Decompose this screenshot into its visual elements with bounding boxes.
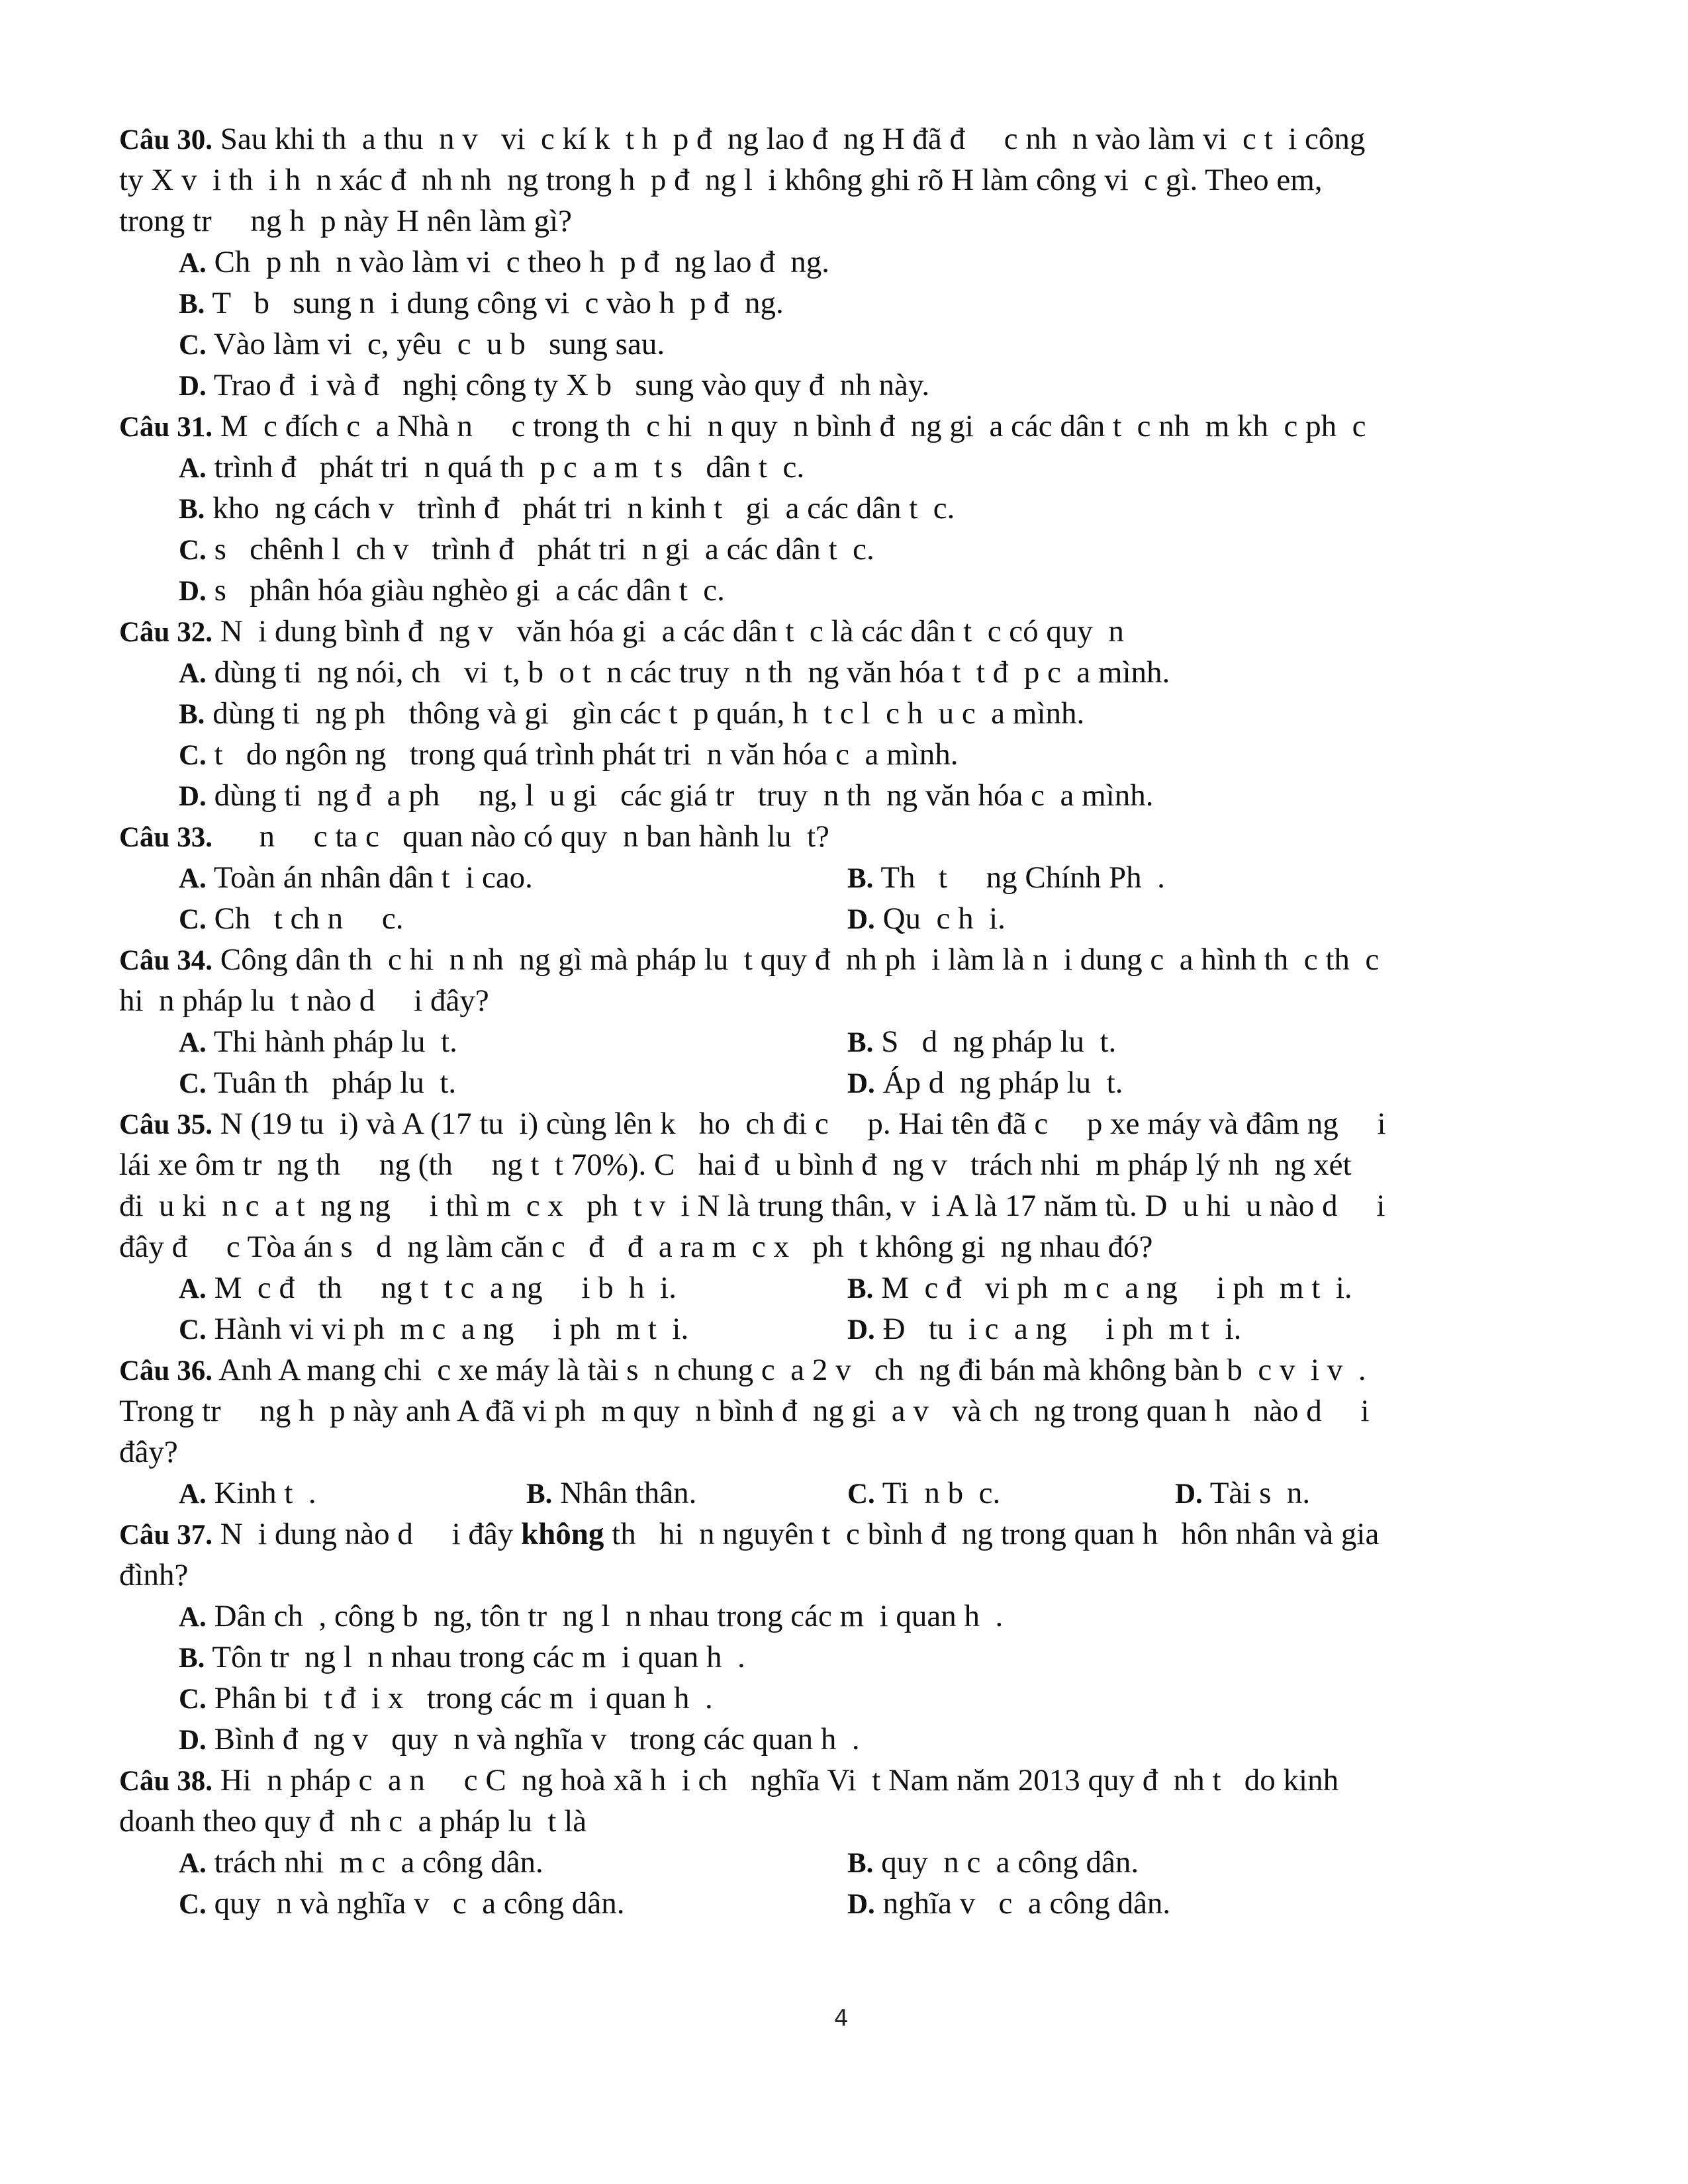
option-text: Tuân th pháp lu t. bbox=[213, 1066, 457, 1100]
option-letter: C. bbox=[179, 740, 207, 771]
option-text: Nhân thân. bbox=[560, 1476, 697, 1510]
question-34-option-b bbox=[847, 1022, 1116, 1063]
question-30-stem-line-1 bbox=[119, 119, 1365, 160]
option-text: Tài s n. bbox=[1209, 1476, 1311, 1510]
question-32-option-c bbox=[179, 735, 958, 776]
question-35-option-b bbox=[847, 1268, 1352, 1309]
option-text: Thi hành pháp lu t. bbox=[213, 1024, 457, 1059]
option-text: Hành vi vi ph m c a ng i ph m t i. bbox=[214, 1312, 689, 1346]
stem-emphasis: không bbox=[521, 1517, 604, 1551]
question-32-option-d bbox=[179, 776, 1153, 817]
question-31-stem-line-1 bbox=[119, 406, 1366, 447]
question-35-option-a bbox=[179, 1268, 677, 1309]
option-text: T b sung n i dung công vi c vào h p đ ng. bbox=[212, 286, 784, 320]
option-text: Kinh t . bbox=[214, 1476, 316, 1510]
option-letter: C. bbox=[179, 535, 207, 566]
question-36-option-b bbox=[526, 1473, 696, 1514]
question-37-stem-line-1 bbox=[119, 1514, 1379, 1555]
option-text: Th t ng Chính Ph . bbox=[880, 860, 1165, 895]
option-text: nghĩa v c a công dân. bbox=[882, 1886, 1171, 1921]
question-37-option-a bbox=[179, 1596, 1003, 1637]
option-letter: D. bbox=[847, 1068, 875, 1099]
question-31-option-b bbox=[179, 488, 955, 529]
question-34-stem-line-2: hi n pháp lu t nào d i đây? bbox=[119, 983, 489, 1018]
question-33-option-c bbox=[179, 899, 403, 940]
question-number: Câu 35. bbox=[119, 1109, 212, 1140]
question-37-stem-line-2: đình? bbox=[119, 1558, 189, 1592]
question-number: Câu 32. bbox=[119, 617, 212, 648]
option-letter: D. bbox=[847, 1889, 875, 1920]
option-letter: A. bbox=[179, 658, 207, 689]
option-text: quy n và nghĩa v c a công dân. bbox=[214, 1886, 625, 1921]
question-30-stem-line-2: ty X v i th i h n xác đ nh nh ng trong h p đ ng l i không ghi rõ H làm công vi c gì. Theo em, bbox=[119, 163, 1323, 197]
option-text: dùng ti ng đ a ph ng, l u gi các giá tr truy n th ng văn hóa c a mình. bbox=[214, 778, 1154, 813]
option-text: Toàn án nhân dân t i cao. bbox=[213, 860, 533, 895]
option-letter: C. bbox=[179, 1314, 207, 1345]
question-32-option-b bbox=[179, 694, 1084, 735]
question-32-option-a bbox=[179, 653, 1170, 694]
question-37-option-c bbox=[179, 1678, 713, 1719]
option-text: Vào làm vi c, yêu c u b sung sau. bbox=[213, 327, 665, 361]
option-letter: C. bbox=[179, 1068, 207, 1099]
option-text: Bình đ ng v quy n và nghĩa v trong các quan h . bbox=[214, 1722, 860, 1756]
question-34-option-c bbox=[179, 1063, 456, 1104]
question-35-stem-line-3: đi u ki n c a t ng ng i thì m c x ph t v i N là trung thân, v i A là 17 năm tù. D u hi u nào d i bbox=[119, 1189, 1385, 1223]
question-36-option-a bbox=[179, 1473, 316, 1514]
option-letter: D. bbox=[179, 371, 207, 402]
option-letter: C. bbox=[179, 1684, 207, 1715]
question-30-option-d bbox=[179, 365, 929, 406]
question-34-option-d bbox=[847, 1063, 1123, 1104]
option-letter: C. bbox=[847, 1479, 875, 1510]
question-30-option-c bbox=[179, 324, 665, 365]
question-36-option-c bbox=[847, 1473, 1000, 1514]
option-letter: C. bbox=[179, 330, 207, 361]
question-33-option-d bbox=[847, 899, 1006, 940]
question-35-stem-line-4: đây đ c Tòa án s d ng làm căn c đ đ a ra m c x ph t không gi ng nhau đó? bbox=[119, 1230, 1153, 1264]
option-letter: B. bbox=[179, 1643, 205, 1674]
question-36-stem-line-3: đây? bbox=[119, 1435, 178, 1469]
option-text: Tôn tr ng l n nhau trong các m i quan h . bbox=[212, 1640, 745, 1674]
option-text: t do ngôn ng trong quá trình phát tri n văn hóa c a mình. bbox=[214, 737, 959, 772]
option-letter: B. bbox=[179, 494, 205, 525]
option-text: Phân bi t đ i x trong các m i quan h . bbox=[214, 1681, 713, 1715]
question-33-option-b bbox=[847, 858, 1165, 899]
question-38-stem-line-2: doanh theo quy đ nh c a pháp lu t là bbox=[119, 1804, 587, 1839]
option-text: Trao đ i và đ nghị công ty X b sung vào quy đ nh này. bbox=[213, 368, 930, 402]
question-35-option-d bbox=[847, 1309, 1241, 1350]
question-31-option-d bbox=[179, 570, 725, 612]
question-number: Câu 30. bbox=[119, 124, 212, 156]
stem-text: n c ta c quan nào có quy n ban hành lu t? bbox=[220, 819, 829, 854]
option-text: Dân ch , công b ng, tôn tr ng l n nhau trong các m i quan h . bbox=[214, 1599, 1004, 1633]
option-letter: D. bbox=[179, 576, 207, 607]
option-text: Ch t ch n c. bbox=[214, 901, 404, 936]
option-letter: B. bbox=[847, 1027, 874, 1058]
option-text: Đ tu i c a ng i ph m t i. bbox=[882, 1312, 1242, 1346]
option-text: Áp d ng pháp lu t. bbox=[882, 1066, 1123, 1100]
option-letter: B. bbox=[847, 1848, 874, 1879]
option-text: trình đ phát tri n quá th p c a m t s dân t c. bbox=[214, 450, 805, 484]
question-number: Câu 33. bbox=[119, 822, 212, 853]
option-letter: D. bbox=[179, 781, 207, 812]
stem-text: N i dung nào d i đây bbox=[220, 1517, 521, 1551]
option-text: kho ng cách v trình đ phát tri n kinh t gi a các dân t c. bbox=[212, 491, 955, 525]
option-text: dùng ti ng nói, ch vi t, b o t n các truy n th ng văn hóa t t đ p c a mình. bbox=[214, 655, 1170, 690]
option-letter: B. bbox=[179, 289, 205, 320]
stem-text: N i dung bình đ ng v văn hóa gi a các dân t c là các dân t c có quy n bbox=[220, 614, 1124, 649]
option-letter: A. bbox=[179, 1273, 207, 1304]
option-letter: D. bbox=[847, 1314, 875, 1345]
option-letter: D. bbox=[1175, 1479, 1203, 1510]
stem-text: N (19 tu i) và A (17 tu i) cùng lên k ho ch đi c p. Hai tên đã c p xe máy và đâm ng i bbox=[220, 1107, 1386, 1141]
option-text: M c đ vi ph m c a ng i ph m t i. bbox=[881, 1271, 1352, 1305]
question-37-option-b bbox=[179, 1637, 745, 1678]
option-text: Ti n b c. bbox=[882, 1476, 1001, 1510]
question-36-stem-line-2: Trong tr ng h p này anh A đã vi ph m quy n bình đ ng gi a v và ch ng trong quan h nào d i bbox=[119, 1394, 1370, 1428]
option-text: s chênh l ch v trình đ phát tri n gi a các dân t c. bbox=[214, 532, 874, 567]
question-number: Câu 36. bbox=[119, 1355, 212, 1387]
option-text: s phân hóa giàu nghèo gi a các dân t c. bbox=[214, 573, 725, 608]
question-35-stem-line-2: lái xe ôm tr ng th ng (th ng t t 70%). C hai đ u bình đ ng v trách nhi m pháp lý nh ng xét bbox=[119, 1148, 1352, 1182]
option-letter: B. bbox=[179, 699, 205, 730]
option-text: dùng ti ng ph thông và gi gìn các t p quán, h t c l c h u c a mình. bbox=[212, 696, 1085, 731]
question-37-option-d bbox=[179, 1719, 860, 1760]
option-text: Qu c h i. bbox=[882, 901, 1006, 936]
option-text: quy n c a công dân. bbox=[881, 1845, 1139, 1880]
option-letter: A. bbox=[179, 863, 207, 894]
stem-text: Sau khi th a thu n v vi c kí k t h p đ ng lao đ ng H đã đ c nh n vào làm vi c t i công bbox=[220, 122, 1366, 156]
stem-text: M c đích c a Nhà n c trong th c hi n quy n bình đ ng gi a các dân t c nh m kh c ph c bbox=[220, 409, 1366, 443]
question-35-option-c bbox=[179, 1309, 688, 1350]
question-38-option-d bbox=[847, 1884, 1170, 1925]
question-33-option-a bbox=[179, 858, 533, 899]
option-text: Ch p nh n vào làm vi c theo h p đ ng lao đ ng. bbox=[214, 245, 830, 279]
stem-text: Hi n pháp c a n c C ng hoà xã h i ch nghĩa Vi t Nam năm 2013 quy đ nh t do kinh bbox=[220, 1763, 1339, 1797]
option-letter: C. bbox=[179, 904, 207, 935]
option-letter: B. bbox=[526, 1479, 553, 1510]
question-30-option-a bbox=[179, 242, 829, 283]
option-text: S d ng pháp lu t. bbox=[881, 1024, 1117, 1059]
question-38-option-c bbox=[179, 1884, 625, 1925]
page-number: 4 bbox=[834, 2005, 849, 2032]
stem-text-after: th hi n nguyên t c bình đ ng trong quan h hôn nhân và gia bbox=[604, 1517, 1380, 1551]
question-38-option-b bbox=[847, 1843, 1139, 1884]
question-35-stem-line-1 bbox=[119, 1104, 1386, 1145]
option-letter: A. bbox=[179, 1027, 207, 1058]
question-36-option-d bbox=[1175, 1473, 1310, 1514]
question-38-stem-line-1 bbox=[119, 1760, 1338, 1801]
option-text: trách nhi m c a công dân. bbox=[214, 1845, 543, 1880]
question-33-stem-line-1 bbox=[119, 817, 829, 858]
option-letter: D. bbox=[179, 1725, 207, 1756]
option-letter: A. bbox=[179, 248, 207, 279]
option-letter: A. bbox=[179, 1848, 207, 1879]
question-34-option-a bbox=[179, 1022, 457, 1063]
option-letter: A. bbox=[179, 1602, 207, 1633]
question-32-stem-line-1 bbox=[119, 612, 1124, 653]
question-number: Câu 34. bbox=[119, 945, 212, 976]
option-letter: A. bbox=[179, 1479, 207, 1510]
question-number: Câu 31. bbox=[119, 412, 212, 443]
question-30-stem-line-3: trong tr ng h p này H nên làm gì? bbox=[119, 204, 572, 238]
question-31-option-a bbox=[179, 447, 804, 488]
question-30-option-b bbox=[179, 283, 784, 324]
question-number: Câu 38. bbox=[119, 1766, 212, 1797]
option-letter: D. bbox=[847, 904, 875, 935]
question-38-option-a bbox=[179, 1843, 543, 1884]
stem-text: Công dân th c hi n nh ng gì mà pháp lu t quy đ nh ph i làm là n i dung c a hình th c th c bbox=[220, 942, 1380, 977]
stem-text: Anh A mang chi c xe máy là tài s n chung c a 2 v ch ng đi bán mà không bàn b c v i v . bbox=[218, 1353, 1366, 1387]
option-letter: B. bbox=[847, 863, 874, 894]
option-letter: C. bbox=[179, 1889, 207, 1920]
question-34-stem-line-1 bbox=[119, 940, 1379, 981]
option-letter: A. bbox=[179, 453, 207, 484]
option-letter: B. bbox=[847, 1273, 874, 1304]
question-number: Câu 37. bbox=[119, 1520, 212, 1551]
question-31-option-c bbox=[179, 529, 874, 570]
question-36-stem-line-1 bbox=[119, 1350, 1366, 1391]
option-text: M c đ th ng t t c a ng i b h i. bbox=[214, 1271, 677, 1305]
